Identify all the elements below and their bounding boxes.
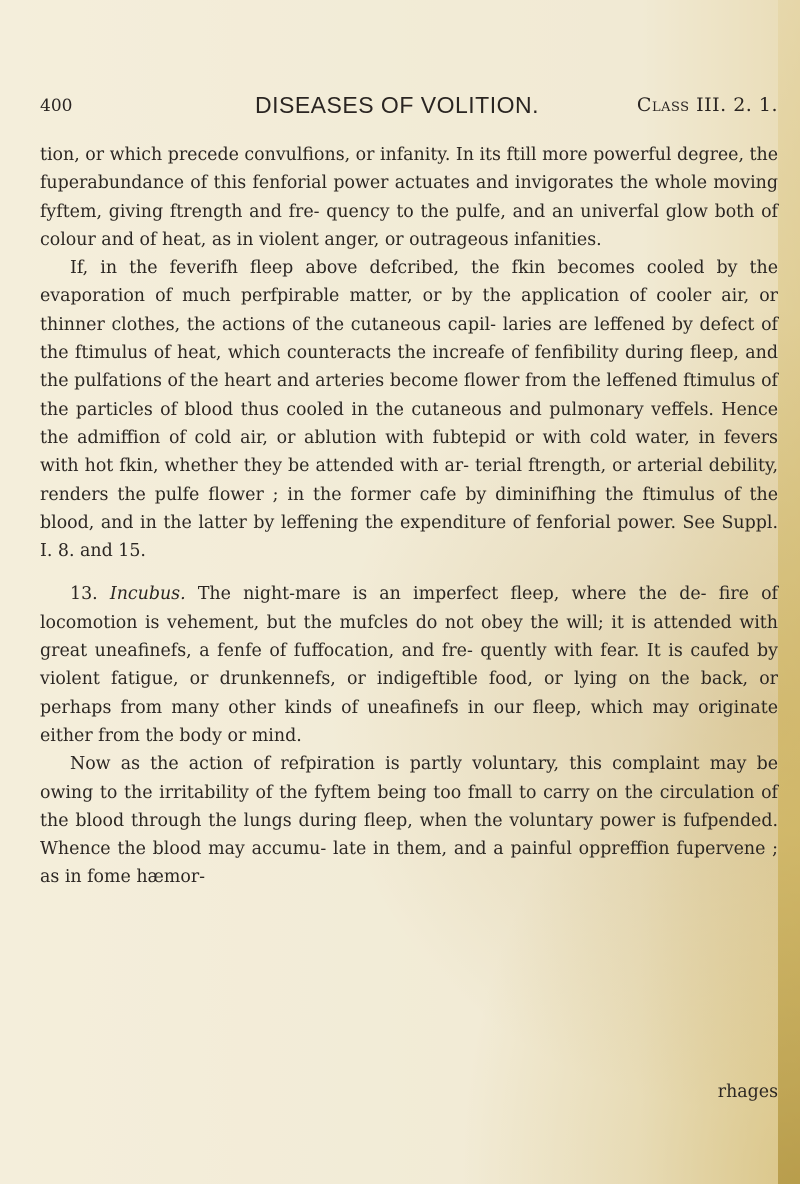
page-number: 400	[40, 96, 73, 116]
paragraph-cooling: If, in the feverifh fleep above defcribed, the fkin becomes cooled by the evaporation of much perfpirable matter, or by the application of cooler air, or thinner clothes, the actions of the cutaneous capil- laries are leffened by defect of the ftimulus of heat, which counteracts the increafe of fenfibility during fleep, and the pulfations of the heart and arteries become flower from the leffened ftimulus of the particles of blood thus cooled in the cutaneous and pulmonary veffels. Hence the admiffion of cold air, or ablution with fubtepid or with cold water, in fevers with hot fkin, whether they be attended with ar- terial ftrength, or arterial debility, renders the pulfe flower ; in the former cafe by diminifhing the ftimulus of the blood, and in the latter by leffening the expenditure of fenforial power. See Suppl. I. 8. and 15.	[40, 258, 778, 562]
running-title: DISEASES OF VOLITION.	[255, 92, 540, 118]
page-edge-stain	[778, 0, 800, 1184]
section-reference: Class III. 2. 1.	[636, 94, 778, 116]
incubus-text: The night-mare is an imperfect fleep, where the de- fire of locomotion is vehement, but the mufcles do not obey the will; it is attended with great uneafinefs, a fenfe of fuffocation, and fre- quently with fear. It is caufed by violent fatigue, or drunkennefs, or indigeftible food, or lying on the back, or perhaps from many other kinds of uneafinefs in our fleep, which may originate either from the body or mind.	[40, 584, 778, 746]
paragraph-incubus	[40, 580, 778, 750]
body-text	[40, 141, 778, 892]
paragraph-continuation: tion, or which precede convulfions, or infanity. In its ftill more powerful degree, the fuperabundance of this fenforial power actuates and invigorates the whole moving fyftem, giving ftrength and fre- quency to the pulfe, and an univerfal glow both of colour and of heat, as in violent anger, or outrageous infanities.	[40, 145, 779, 250]
catchword: rhages	[717, 1082, 778, 1102]
paragraph-respiration: Now as the action of refpiration is partly voluntary, this complaint may be owing to the irritability of the fyftem being too fmall to carry on the circulation of the blood through the lungs during fleep, when the voluntary power is fufpended. Whence the blood may accumu- late in them, and a painful oppreffion fupervene ; as in fome hæmor-	[40, 754, 778, 888]
section-number: 13.	[70, 584, 98, 605]
page-header	[40, 92, 778, 122]
section-heading-incubus: Incubus.	[109, 584, 186, 605]
